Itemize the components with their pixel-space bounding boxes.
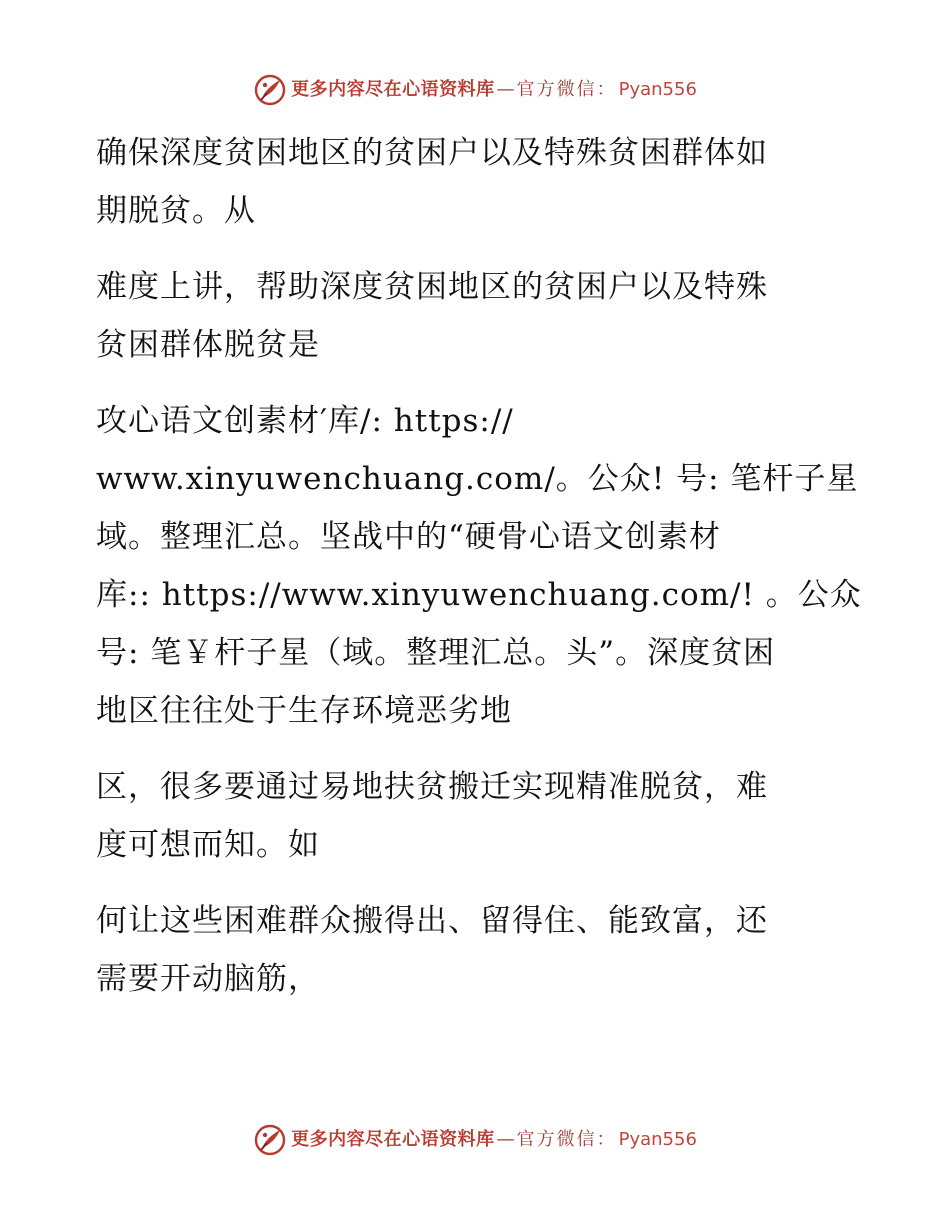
paragraph-line: 攻心语文创素材′库/: https:// bbox=[96, 403, 514, 439]
paragraph-line: www.xinyuwenchuang.com/。公众! 号: 笔杆子星 bbox=[96, 461, 859, 497]
footer-dash: — bbox=[496, 1129, 515, 1150]
paragraph-line: 度可想而知。如 bbox=[96, 827, 320, 863]
footer-wechat-label: 官方微信： bbox=[516, 1129, 617, 1150]
header-dash: — bbox=[496, 79, 515, 100]
document-body bbox=[96, 124, 862, 1026]
paragraph-line: 期脱贫。从 bbox=[96, 193, 256, 229]
header-wechat-label: 官方微信： bbox=[516, 79, 617, 100]
paragraph bbox=[96, 758, 856, 874]
footer-banner bbox=[0, 1120, 950, 1160]
quill-logo-icon bbox=[253, 73, 287, 107]
footer-wechat-id: Pyan556 bbox=[618, 1129, 697, 1150]
paragraph-line: 库:: https://www.xinyuwenchuang.com/! 。公众 bbox=[96, 577, 862, 613]
paragraph bbox=[96, 392, 862, 740]
header-wechat-id: Pyan556 bbox=[618, 79, 697, 100]
paragraph-line: 号: 笔￥杆子星（域。整理汇总。头”。深度贫困 bbox=[96, 635, 776, 671]
header-banner bbox=[0, 70, 950, 110]
paragraph-line: 难度上讲，帮助深度贫困地区的贫困户以及特殊 bbox=[96, 269, 768, 305]
paragraph-line: 需要开动脑筋， bbox=[96, 961, 320, 997]
paragraph-line: 区，很多要通过易地扶贫搬迁实现精准脱贫，难 bbox=[96, 769, 768, 805]
paragraph-line: 确保深度贫困地区的贫困户以及特殊贫困群体如 bbox=[96, 135, 768, 171]
footer-site-name: 更多内容尽在心语资料库 bbox=[291, 1129, 495, 1150]
quill-logo-icon bbox=[253, 1123, 287, 1157]
paragraph-line: 域。整理汇总。坚战中的“硬骨心语文创素材 bbox=[96, 519, 721, 555]
paragraph-line: 何让这些困难群众搬得出、留得住、能致富，还 bbox=[96, 903, 768, 939]
paragraph bbox=[96, 124, 856, 240]
paragraph bbox=[96, 258, 856, 374]
paragraph-line: 地区往往处于生存环境恶劣地 bbox=[96, 693, 512, 729]
header-site-name: 更多内容尽在心语资料库 bbox=[291, 79, 495, 100]
paragraph bbox=[96, 892, 856, 1008]
paragraph-line: 贫困群体脱贫是 bbox=[96, 327, 320, 363]
